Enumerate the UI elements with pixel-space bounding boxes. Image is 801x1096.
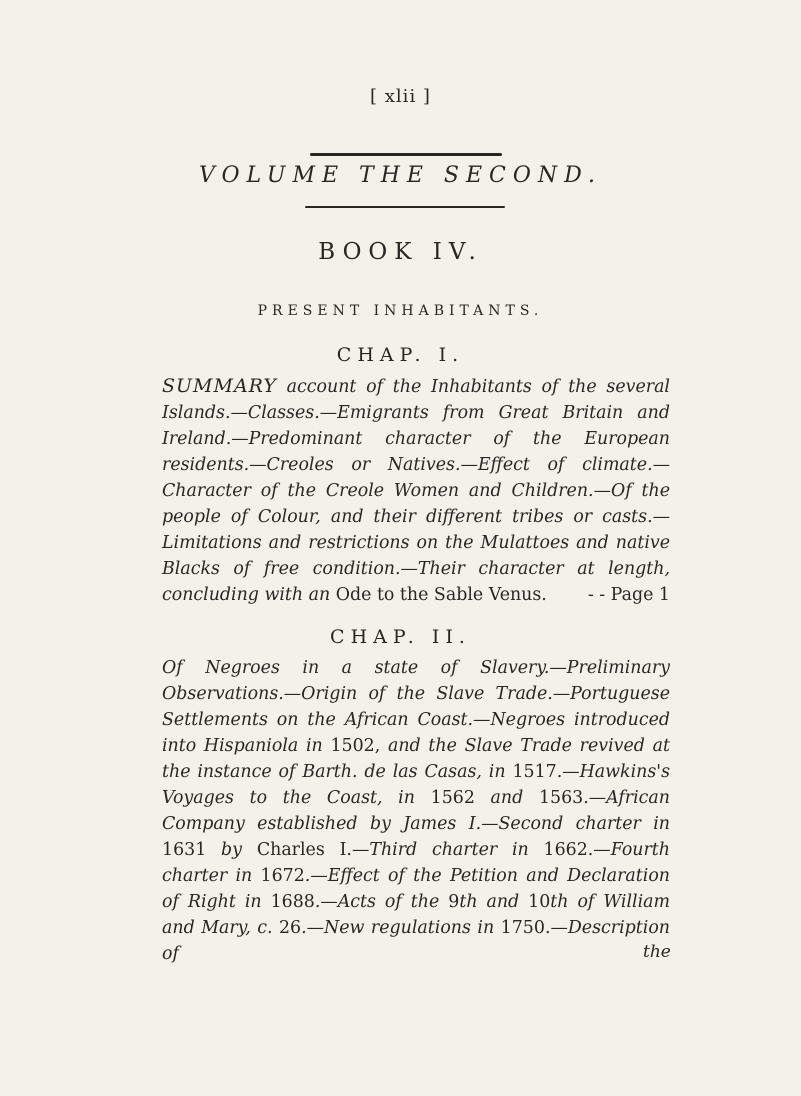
ornamental-rule-middle bbox=[305, 206, 505, 208]
summary-fragment: Charles I. bbox=[256, 840, 352, 860]
summary-lead-word: SUMMARY bbox=[162, 375, 277, 397]
summary-fragment: by bbox=[206, 840, 257, 860]
summary-fragment: —Third charter in bbox=[351, 840, 544, 860]
chapter-1-heading: CHAP. I. bbox=[336, 344, 465, 366]
chapter-2-heading: CHAP. II. bbox=[330, 626, 471, 648]
summary-fragment: .—Effect of the Petition and Declaration of Right in bbox=[162, 866, 670, 912]
summary-fragment: .—New regulations in bbox=[301, 918, 501, 938]
volume-heading: VOLUME THE SECOND. bbox=[198, 163, 603, 188]
summary-fragment: th of William and Mary, c. bbox=[162, 892, 671, 938]
chapter-1-page-reference: - - Page 1 bbox=[587, 585, 670, 605]
chapter-1-summary bbox=[162, 373, 670, 608]
summary-fragment: 9 bbox=[448, 892, 460, 912]
catchword: the bbox=[643, 942, 671, 962]
summary-fragment: .—Hawkins's Voyages to the Coast, in bbox=[162, 762, 670, 808]
summary-fragment: Of Negroes in a state of Slavery.—Preliminary Observations.—Origin of the Slave Trade.—Portuguese Settlements on the African Coast.—Negroes introduced into Hispaniola in bbox=[162, 658, 670, 756]
summary-fragment: 10 bbox=[528, 892, 551, 912]
summary-fragment: .—African Company established by James I.—Second charter in bbox=[162, 788, 670, 834]
summary-fragment: 1662 bbox=[543, 840, 588, 860]
ornamental-rule-top bbox=[310, 153, 502, 156]
summary-fragment: 1563 bbox=[538, 788, 584, 808]
summary-fragment: 1750 bbox=[500, 918, 545, 938]
chapter-1-summary-italic: account of the Inhabitants of the several Islands.—Classes.—Emigrants from Great Britain and Ireland.—Predominant character of the European residents.—Creoles or Natives.—Effect of climate.—Character of the Creole Women and Children.—Of the people of Colour, and their different tribes or casts.—Limitations and restrictions on the Mulattoes and native Blacks of free condition.—Their character at length, concluding with an bbox=[162, 377, 670, 605]
summary-fragment: 1688 bbox=[270, 892, 315, 912]
book-heading: BOOK IV. bbox=[318, 239, 483, 265]
section-heading: PRESENT INHABITANTS. bbox=[257, 303, 544, 319]
summary-fragment: and the Slave Trade revived at the instance of Barth. de las Casas, in bbox=[162, 736, 670, 782]
summary-fragment: .—Description of bbox=[162, 918, 670, 964]
summary-fragment: .—Fourth charter in bbox=[162, 840, 670, 886]
summary-fragment: 1502, bbox=[330, 736, 381, 756]
summary-fragment: 26 bbox=[278, 918, 302, 938]
summary-fragment: .—Acts of the bbox=[314, 892, 449, 912]
summary-fragment: 1517 bbox=[512, 762, 557, 782]
summary-fragment: 1631 bbox=[162, 840, 207, 860]
summary-fragment: th and bbox=[459, 892, 529, 912]
summary-fragment: 1562 bbox=[430, 788, 475, 808]
summary-fragment: 1672 bbox=[260, 866, 305, 886]
chapter-2-summary bbox=[162, 655, 670, 967]
summary-fragment: and bbox=[474, 788, 539, 808]
chapter-1-summary-roman: Ode to the Sable Venus. bbox=[330, 585, 547, 605]
page-folio: [ xlii ] bbox=[370, 86, 431, 107]
